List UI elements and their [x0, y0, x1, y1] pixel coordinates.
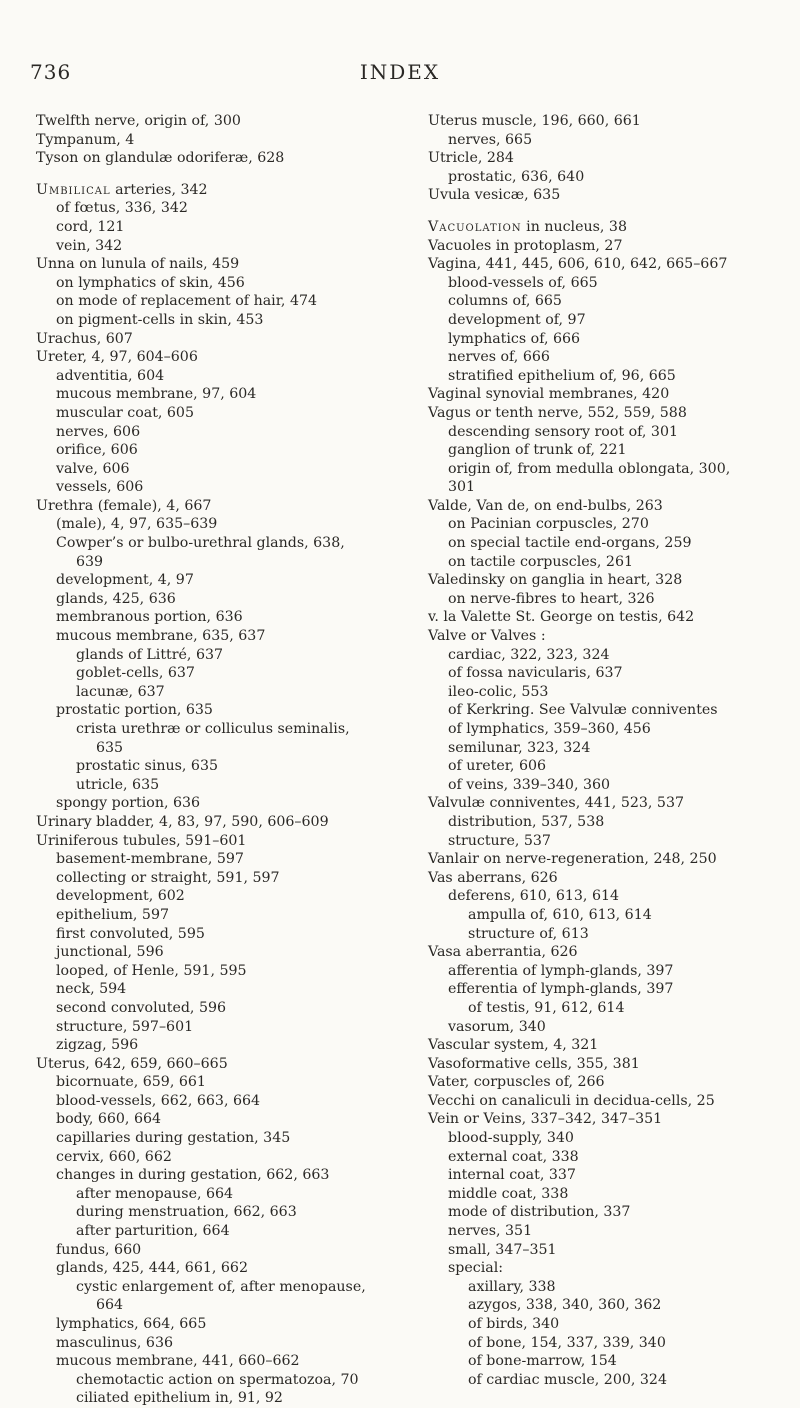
index-subentry: vasorum, 340 — [448, 1018, 546, 1035]
index-subentry: columns of, 665 — [448, 293, 562, 310]
index-entry: Uterus muscle, 196, 660, 661 — [428, 113, 641, 129]
index-subentry: blood-supply, 340 — [448, 1130, 574, 1147]
index-subentry: zigzag, 596 — [56, 1037, 139, 1054]
index-entry: Vacuolation in nucleus, 38 — [428, 218, 627, 235]
index-subentry: special: — [448, 1260, 504, 1277]
index-subentry: chemotactic action on spermatozoa, 70 — [76, 1371, 359, 1388]
index-subentry: structure of, 613 — [468, 925, 589, 942]
index-subentry: after parturition, 664 — [76, 1223, 230, 1240]
index-subentry: junctional, 596 — [56, 944, 164, 961]
index-subentry: on tactile corpuscles, 261 — [448, 553, 634, 570]
index-subentry: efferentia of lymph-glands, 397 — [448, 981, 674, 998]
index-subentry: changes in during gestation, 662, 663 — [56, 1167, 330, 1184]
index-subentry: cervix, 660, 662 — [56, 1148, 172, 1165]
index-subentry: stratified epithelium of, 96, 665 — [448, 367, 676, 384]
index-subentry: of ureter, 606 — [448, 758, 547, 775]
index-entry: Vascular system, 4, 321 — [428, 1037, 599, 1054]
index-entry: Utricle, 284 — [428, 150, 514, 167]
running-title: INDEX — [359, 60, 441, 84]
index-entry: v. la Valette St. George on testis, 642 — [428, 609, 695, 626]
index-subentry: glands, 425, 636 — [56, 590, 176, 607]
index-entry: Vasa aberrantia, 626 — [428, 944, 578, 961]
index-subentry: nerves, 606 — [56, 423, 141, 440]
index-subentry: structure, 537 — [448, 832, 551, 849]
index-subentry: distribution, 537, 538 — [448, 813, 605, 830]
index-subentry: cystic enlargement of, after menopause, — [76, 1278, 366, 1295]
index-entry: Vater, corpuscles of, 266 — [428, 1074, 605, 1091]
index-subentry: adventitia, 604 — [56, 367, 165, 384]
index-subentry: small, 347–351 — [448, 1241, 557, 1258]
index-subentry: bicornuate, 659, 661 — [56, 1074, 206, 1091]
index-subentry: orifice, 606 — [56, 442, 138, 459]
index-subentry: 301 — [448, 479, 476, 496]
index-subentry: origin of, from medulla oblongata, 300, — [448, 460, 731, 477]
index-entry: Vein or Veins, 337–342, 347–351 — [428, 1111, 663, 1128]
index-subentry: glands of Littré, 637 — [76, 646, 224, 663]
index-subentry: on pigment-cells in skin, 453 — [56, 311, 264, 328]
index-subentry: development of, 97 — [448, 311, 586, 328]
index-entry: Unna on lunula of nails, 459 — [36, 256, 240, 273]
index-subentry: neck, 594 — [56, 981, 127, 998]
index-subentry: development, 602 — [56, 888, 185, 905]
page-header — [0, 60, 800, 84]
index-column-right — [428, 112, 778, 1389]
index-subentry: middle coat, 338 — [448, 1185, 569, 1202]
index-subentry: vein, 342 — [56, 237, 123, 254]
index-entry: Vagina, 441, 445, 606, 610, 642, 665–667 — [428, 256, 728, 273]
index-subentry: on nerve-fibres to heart, 326 — [448, 590, 655, 607]
index-subentry: first convoluted, 595 — [56, 925, 205, 942]
index-column-left — [36, 112, 408, 1408]
index-subentry: of veins, 339–340, 360 — [448, 776, 611, 793]
index-subentry: azygos, 338, 340, 360, 362 — [468, 1297, 662, 1314]
index-subentry: after menopause, 664 — [76, 1185, 234, 1202]
index-subentry: blood-vessels of, 665 — [448, 274, 598, 291]
index-subentry: afferentia of lymph-glands, 397 — [448, 962, 674, 979]
index-subentry: structure, 597–601 — [56, 1018, 194, 1035]
index-subentry: cardiac, 322, 323, 324 — [448, 646, 610, 663]
index-subentry: descending sensory root of, 301 — [448, 423, 678, 440]
index-subentry: on Pacinian corpuscles, 270 — [448, 516, 649, 533]
index-entry: Valve or Valves : — [428, 628, 546, 645]
index-subentry: of birds, 340 — [468, 1316, 560, 1332]
index-subentry: nerves, 351 — [448, 1223, 533, 1240]
index-subentry: of Kerkring. See Valvulæ conniventes — [448, 702, 718, 719]
index-subentry: mucous membrane, 441, 660–662 — [56, 1353, 300, 1370]
index-entry: Tyson on glandulæ odoriferæ, 628 — [36, 150, 285, 167]
index-subentry: mucous membrane, 635, 637 — [56, 628, 266, 645]
index-entry: Uvula vesicæ, 635 — [428, 187, 561, 204]
index-subentry: goblet-cells, 637 — [76, 665, 195, 682]
index-subentry: internal coat, 337 — [448, 1167, 576, 1184]
index-subentry: 639 — [76, 553, 104, 570]
index-subentry: Cowper’s or bulbo-urethral glands, 638, — [56, 535, 345, 552]
index-entry: Uterus, 642, 659, 660–665 — [36, 1055, 228, 1072]
index-subentry: (male), 4, 97, 635–639 — [56, 516, 218, 533]
index-subentry: body, 660, 664 — [56, 1111, 162, 1128]
index-subentry: valve, 606 — [56, 460, 130, 477]
index-subentry: utricle, 635 — [76, 776, 160, 793]
index-subentry: vessels, 606 — [56, 479, 144, 496]
index-subentry: nerves, 665 — [448, 131, 533, 148]
index-subentry: prostatic, 636, 640 — [448, 168, 585, 185]
index-subentry: prostatic sinus, 635 — [76, 758, 219, 775]
index-subentry: ganglion of trunk of, 221 — [448, 442, 627, 459]
index-entry: Urinary bladder, 4, 83, 97, 590, 606–609 — [36, 813, 329, 830]
index-subentry: of bone-marrow, 154 — [468, 1353, 617, 1370]
index-subentry: of bone, 154, 337, 339, 340 — [468, 1334, 666, 1351]
index-subentry: deferens, 610, 613, 614 — [448, 888, 620, 905]
index-subentry: masculinus, 636 — [56, 1334, 174, 1351]
index-entry: Vas aberrans, 626 — [428, 869, 558, 886]
index-subentry: of cardiac muscle, 200, 324 — [468, 1371, 667, 1388]
index-subentry: prostatic portion, 635 — [56, 702, 213, 719]
index-entry: Uriniferous tubules, 591–601 — [36, 832, 247, 849]
index-subentry: semilunar, 323, 324 — [448, 739, 591, 756]
index-subentry: nerves of, 666 — [448, 349, 550, 366]
index-subentry: cord, 121 — [56, 218, 125, 235]
index-subentry: of fossa navicularis, 637 — [448, 665, 623, 682]
index-entry: Tympanum, 4 — [36, 131, 135, 148]
index-subentry: lymphatics, 664, 665 — [56, 1316, 207, 1332]
index-subentry: on lymphatics of skin, 456 — [56, 274, 245, 291]
index-subentry: of fœtus, 336, 342 — [56, 200, 188, 217]
index-subentry: external coat, 338 — [448, 1148, 579, 1165]
index-subentry: collecting or straight, 591, 597 — [56, 869, 280, 886]
index-subentry: basement-membrane, 597 — [56, 851, 244, 868]
index-subentry: muscular coat, 605 — [56, 404, 194, 421]
section-headword: Umbilical — [36, 181, 111, 198]
index-subentry: spongy portion, 636 — [56, 795, 201, 812]
index-subentry: of lymphatics, 359–360, 456 — [448, 721, 651, 737]
index-subentry: blood-vessels, 662, 663, 664 — [56, 1092, 261, 1109]
index-subentry: ileo-colic, 553 — [448, 683, 549, 700]
index-subentry: lacunæ, 637 — [76, 683, 165, 700]
index-subentry: 664 — [96, 1297, 124, 1314]
index-subentry: ampulla of, 610, 613, 614 — [468, 906, 652, 923]
index-subentry: axillary, 338 — [468, 1278, 556, 1295]
index-subentry: second convoluted, 596 — [56, 999, 227, 1016]
index-subentry: during menstruation, 662, 663 — [76, 1204, 297, 1221]
index-subentry: development, 4, 97 — [56, 572, 194, 589]
index-subentry: on special tactile end-organs, 259 — [448, 535, 692, 552]
index-entry: Vaginal synovial membranes, 420 — [428, 386, 670, 403]
index-subentry: 635 — [96, 739, 124, 756]
index-subentry: capillaries during gestation, 345 — [56, 1130, 291, 1147]
index-entry: Valedinsky on ganglia in heart, 328 — [428, 572, 683, 589]
index-subentry: crista urethræ or colliculus seminalis, — [76, 721, 350, 737]
index-subentry: fundus, 660 — [56, 1241, 142, 1258]
index-entry: Vagus or tenth nerve, 552, 559, 588 — [428, 404, 687, 421]
index-entry: Urethra (female), 4, 667 — [36, 497, 212, 514]
index-subentry: lymphatics of, 666 — [448, 330, 581, 347]
section-headword: Vacuolation — [428, 218, 522, 235]
index-subentry: membranous portion, 636 — [56, 609, 243, 626]
index-entry: Ureter, 4, 97, 604–606 — [36, 349, 198, 366]
index-subentry: mucous membrane, 97, 604 — [56, 386, 257, 403]
index-entry: Vasoformative cells, 355, 381 — [428, 1055, 640, 1072]
page-number: 736 — [30, 60, 72, 84]
index-subentry: looped, of Henle, 591, 595 — [56, 962, 247, 979]
index-entry: Urachus, 607 — [36, 330, 133, 347]
index-entry: Twelfth nerve, origin of, 300 — [36, 113, 241, 129]
index-subentry: on mode of replacement of hair, 474 — [56, 293, 318, 310]
index-subentry: mode of distribution, 337 — [448, 1204, 631, 1221]
index-subentry: ciliated epithelium in, 91, 92 — [76, 1390, 283, 1407]
index-entry: Vecchi on canaliculi in decidua-cells, 25 — [428, 1092, 715, 1109]
index-entry: Vacuoles in protoplasm, 27 — [428, 237, 623, 254]
index-entry: Valde, Van de, on end-bulbs, 263 — [428, 497, 663, 514]
index-entry: Vanlair on nerve-regeneration, 248, 250 — [428, 851, 717, 868]
index-entry: Valvulæ conniventes, 441, 523, 537 — [428, 795, 684, 812]
index-subentry: epithelium, 597 — [56, 906, 170, 923]
index-entry: Umbilical arteries, 342 — [36, 181, 208, 198]
index-subentry: of testis, 91, 612, 614 — [468, 999, 625, 1016]
index-subentry: glands, 425, 444, 661, 662 — [56, 1260, 248, 1277]
